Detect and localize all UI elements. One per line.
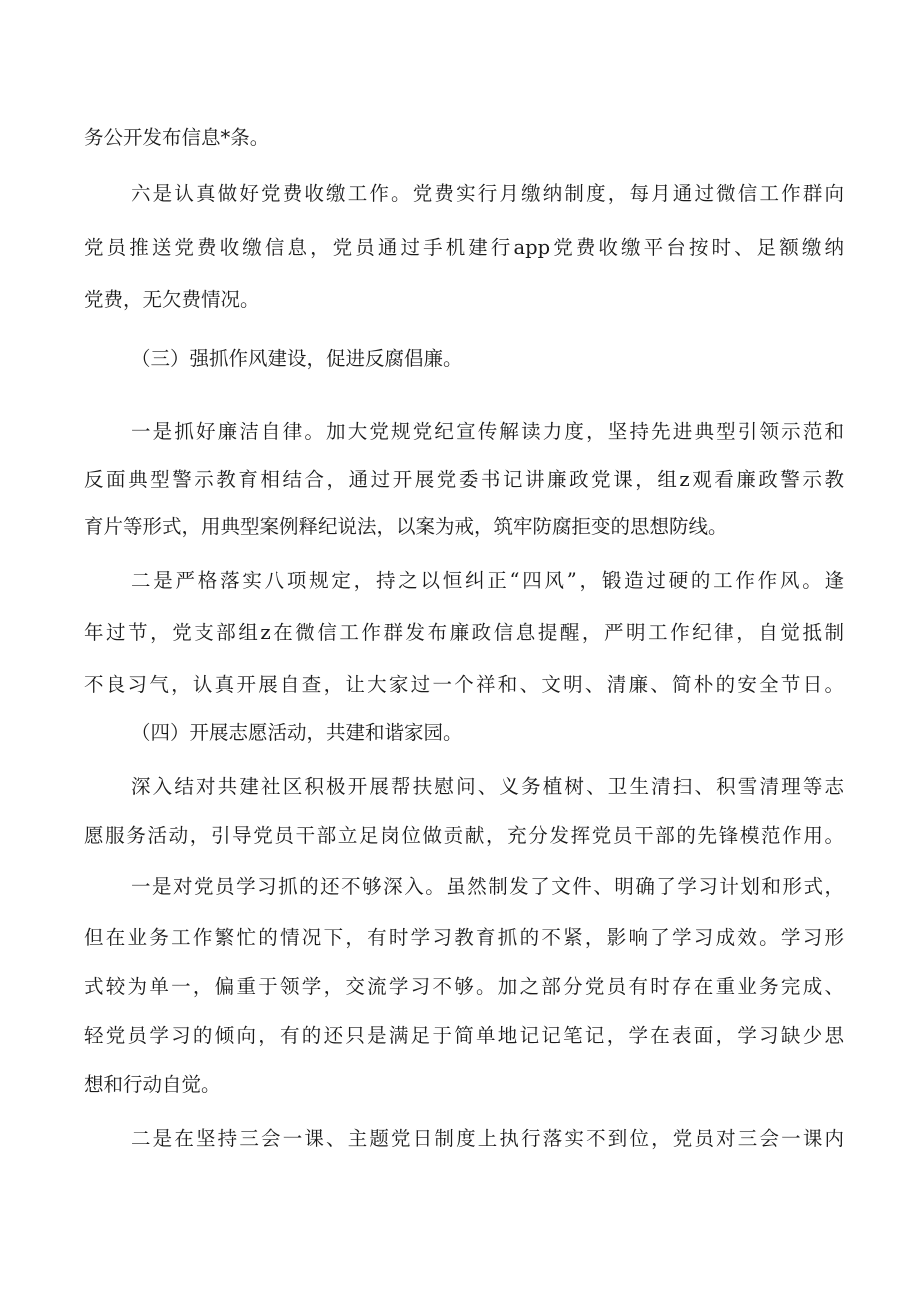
section-heading: （四）开展志愿活动，共建和谐家园。 [131,721,463,744]
text-line: 反面典型警示教育相结合，通过开展党委书记讲廉政党课，组z观看廉政警示教 [84,468,844,491]
text-line: 育片等形式，用典型案例释纪说法，以案为戒，筑牢防腐拒变的思想防线。 [84,515,728,538]
text-line: 愿服务活动，引导党员干部立足岗位做贡献，充分发挥党员干部的先锋模范作用。 [84,824,844,847]
paragraph-first-line: 一是对党员学习抓的还不够深入。虽然制发了文件、明确了学习计划和形式， [131,875,844,898]
paragraph-first-line: 二是在坚持三会一课、主题党日制度上执行落实不到位，党员对三会一课内 [131,1127,844,1150]
text-line: 党员推送党费收缴信息，党员通过手机建行app党费收缴平台按时、足额缴纳 [84,236,844,259]
paragraph-first-line: 一是抓好廉洁自律。加大党规党纪宣传解读力度，坚持先进典型引领示范和 [131,420,844,443]
text-line: 不良习气，认真开展自查，让大家过一个祥和、文明、清廉、简朴的安全节日。 [84,673,844,696]
text-line: 轻党员学习的倾向，有的还只是满足于简单地记记笔记，学在表面，学习缺少思 [84,1024,844,1047]
paragraph-first-line: 二是严格落实八项规定，持之以恒纠正“四风”，锻造过硬的工作作风。逢 [131,569,844,592]
text-line: 但在业务工作繁忙的情况下，有时学习教育抓的不紧，影响了学习成效。学习形 [84,926,844,949]
paragraph-first-line: 深入结对共建社区积极开展帮扶慰问、义务植树、卫生清扫、积雪清理等志 [131,775,844,798]
text-line: 年过节，党支部组z在微信工作群发布廉政信息提醒，严明工作纪律，自觉抵制 [84,621,844,644]
text-line: 想和行动自觉。 [84,1073,221,1096]
text-line: 党费，无欠费情况。 [84,288,260,311]
text-line: 务公开发布信息*条。 [84,126,270,149]
text-line: 式较为单一，偏重于领学，交流学习不够。加之部分党员有时存在重业务完成、 [84,975,844,998]
section-heading: （三）强抓作风建设，促进反腐倡廉。 [131,347,463,370]
paragraph-first-line: 六是认真做好党费收缴工作。党费实行月缴纳制度，每月通过微信工作群向 [131,182,844,205]
